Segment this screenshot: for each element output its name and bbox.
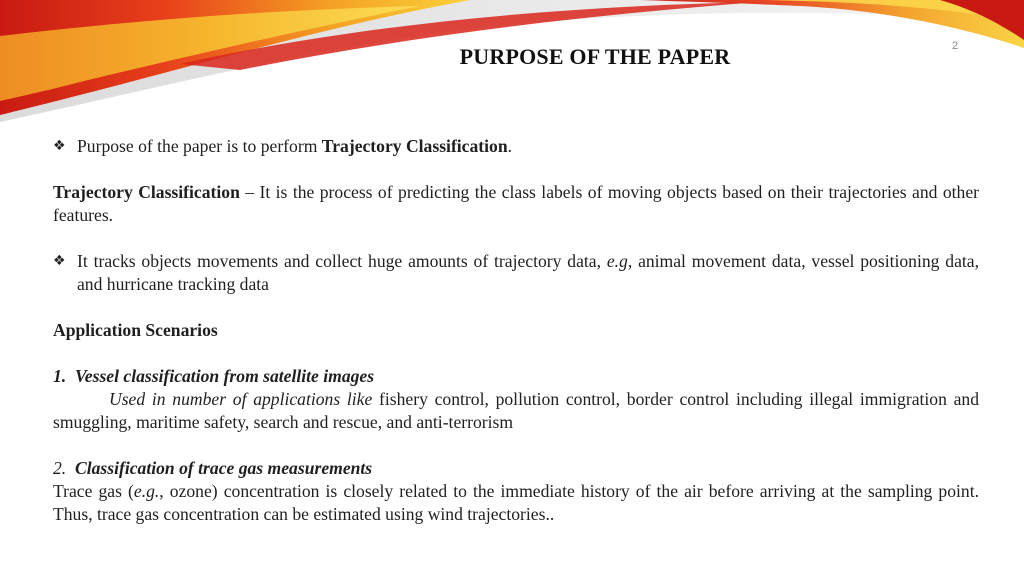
definition-text: – It is the process of predicting the class labels of moving objects based on their trajectories and other features. xyxy=(53,182,980,225)
diamond-bullet-icon: ❖ xyxy=(53,253,66,269)
scenario-2-body-b: , ozone) concentration is closely related to the immediate history of the air before arriving at the sampling point. Thus, trace gas concentration can be estimated using wind trajectories.. xyxy=(53,481,979,524)
page-title: PURPOSE OF THE PAPER xyxy=(459,44,731,69)
scenario-2-body-a: Trace gas ( xyxy=(53,481,134,501)
scenario-2-text xyxy=(53,480,979,526)
scenario-1-text xyxy=(53,388,979,434)
page-number: 2 xyxy=(951,40,959,52)
definition-paragraph xyxy=(53,181,979,227)
scenario-2-number: 2. xyxy=(53,458,67,478)
purpose-suffix: . xyxy=(507,136,513,156)
scenario-2-title: Classification of trace gas measurements xyxy=(75,458,373,478)
tracking-suffix: , animal movement data, vessel positioning data, and hurricane tracking data xyxy=(77,251,979,294)
scenario-2-italic: e.g. xyxy=(133,481,160,501)
scenario-2-heading xyxy=(53,457,979,480)
scenario-1-number: 1. xyxy=(53,366,67,386)
purpose-bullet xyxy=(53,135,979,158)
scenario-1-heading xyxy=(53,365,979,388)
slide-body xyxy=(53,135,979,526)
tracking-bullet xyxy=(53,250,979,296)
scenario-1-lead: Used in number of applications like xyxy=(109,389,373,409)
definition-term: Trajectory Classification xyxy=(53,182,240,202)
purpose-bold-term: Trajectory Classification xyxy=(321,136,508,156)
application-heading: Application Scenarios xyxy=(53,320,218,340)
purpose-text: Purpose of the paper is to perform xyxy=(77,136,322,156)
scenario-1-body: fishery control, pollution control, border control including illegal immigration and smuggling, maritime safety, search and rescue, and anti-terrorism xyxy=(53,389,980,432)
tracking-italic: e.g xyxy=(606,251,628,271)
tracking-text: It tracks objects movements and collect huge amounts of trajectory data, xyxy=(77,251,607,271)
diamond-bullet-icon: ❖ xyxy=(53,138,66,154)
scenario-1-title: Vessel classification from satellite images xyxy=(75,366,375,386)
